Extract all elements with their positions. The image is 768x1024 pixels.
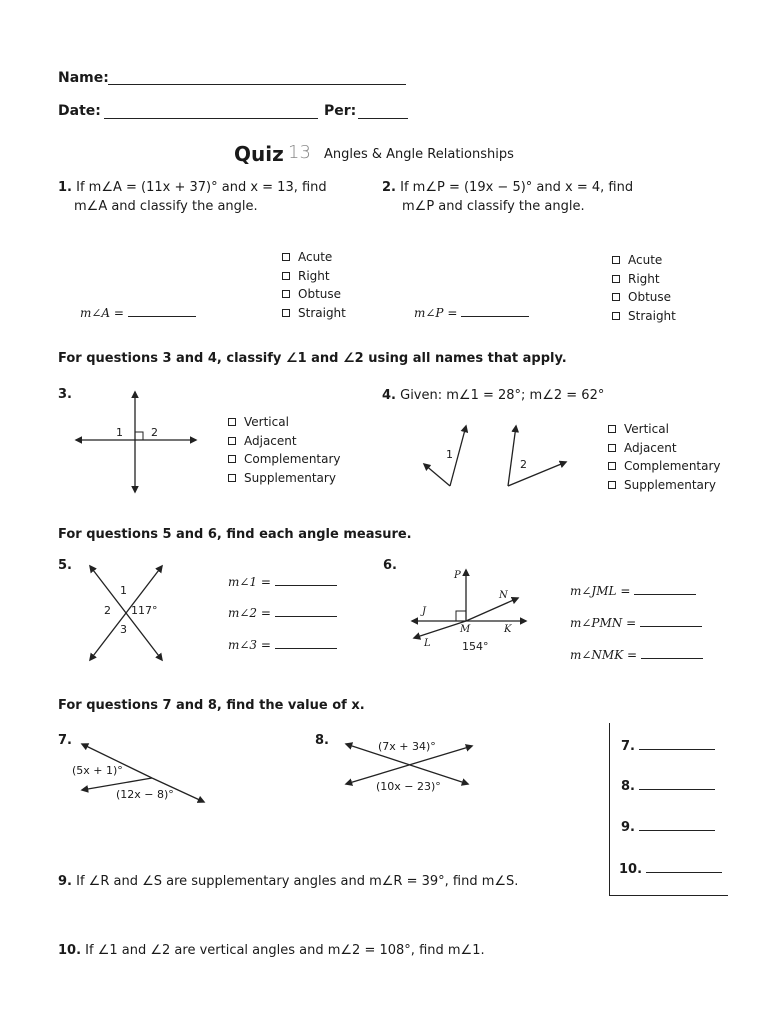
q6-answer-1: m∠JML = [570,582,696,598]
question-5-number: 5. [58,558,72,573]
question-1-line1: If m∠A = (11x + 37)° and x = 13, find [76,180,327,195]
q6-answer-3: m∠NMK = [570,646,703,662]
q6-point-m: M [460,624,471,635]
question-9-text: If ∠R and ∠S are supplementary angles and m∠R = 39°, find m∠S. [76,874,519,889]
q2-answer-label: m∠P = [414,306,458,320]
q4-label-2: 2 [520,458,527,471]
checkbox-icon [228,474,236,482]
q4-diagram [418,420,578,495]
question-9 [58,874,518,889]
q5-answer-1-blank[interactable] [275,573,337,586]
q6-answer-2: m∠PMN = [570,614,702,630]
checkbox-icon [228,418,236,426]
q6-point-j: J [422,606,427,617]
checkbox-icon [608,425,616,433]
checkbox-icon [228,437,236,445]
question-9-number: 9. [58,874,72,889]
q2-answer [414,304,529,320]
question-10-text: If ∠1 and ∠2 are vertical angles and m∠2 = 108°, find m∠1. [85,943,485,958]
q2-option-obtuse[interactable]: Obtuse [612,288,676,307]
q6-answer-2-blank[interactable] [640,614,702,627]
question-2-line1: If m∠P = (19x − 5)° and x = 4, find [400,180,634,195]
q4-option-complementary[interactable]: Complementary [608,457,721,476]
q5-label-3: 3 [120,623,127,636]
q4-angle2-ray-a [508,426,516,486]
q4-angle2-ray-b [508,462,566,486]
q6-point-n: N [499,590,508,601]
checkbox-icon [608,462,616,470]
q8-expression-2: (10x − 23)° [376,780,441,793]
q5-answer-2-blank[interactable] [275,604,337,617]
q2-classify-options [612,251,676,325]
q3-pair-options [228,413,341,487]
answer-10-blank[interactable] [646,860,722,873]
q7-expression-1: (5x + 1)° [72,764,123,777]
answer-10: 10. [619,860,722,877]
question-10-number: 10. [58,943,82,958]
q5-answer-1: m∠1 = [228,573,337,589]
q2-option-right[interactable]: Right [612,270,676,289]
question-4-given: Given: m∠1 = 28°; m∠2 = 62° [400,388,605,403]
question-2-line2: m∠P and classify the angle. [402,199,585,214]
answer-7-blank[interactable] [639,737,715,750]
q3-option-supplementary[interactable]: Supplementary [228,469,341,488]
checkbox-icon [612,293,620,301]
q6-point-k: K [504,624,512,635]
checkbox-icon [612,256,620,264]
q3-option-vertical[interactable]: Vertical [228,413,341,432]
checkbox-icon [612,312,620,320]
question-1 [58,178,327,216]
q3-label-2: 2 [151,426,158,439]
question-1-number: 1. [58,180,72,195]
q2-answer-blank[interactable] [461,304,529,317]
q1-option-straight[interactable]: Straight [282,304,346,323]
q5-answer-3-blank[interactable] [275,636,337,649]
q1-answer-blank[interactable] [128,304,196,317]
checkbox-icon [612,275,620,283]
section-5-6-instructions: For questions 5 and 6, find each angle measure. [58,527,412,542]
question-4-number: 4. [382,388,396,403]
question-4 [382,388,604,403]
q5-answer-3: m∠3 = [228,636,337,652]
q2-option-acute[interactable]: Acute [612,251,676,270]
question-8-number: 8. [315,733,329,748]
checkbox-icon [282,290,290,298]
q6-point-l: L [424,638,431,649]
q6-angle-value: 154° [462,640,489,653]
checkbox-icon [282,272,290,280]
q3-diagram [70,388,200,498]
q5-answer-2: m∠2 = [228,604,337,620]
section-3-4-instructions: For questions 3 and 4, classify ∠1 and ∠2 using all names that apply. [58,351,567,366]
q1-option-right[interactable]: Right [282,267,346,286]
answer-8: 8. [621,777,715,794]
answer-8-blank[interactable] [639,777,715,790]
period-label: Per: [324,103,357,119]
checkbox-icon [608,481,616,489]
q7-expression-2: (12x − 8)° [116,788,174,801]
checkbox-icon [608,444,616,452]
q3-label-1: 1 [116,426,123,439]
q3-right-angle-mark [135,432,143,440]
question-1-line2: m∠A and classify the angle. [74,199,258,214]
quiz-number: 13 [288,142,311,163]
section-7-8-instructions: For questions 7 and 8, find the value of x. [58,698,365,713]
quiz-title: Quiz [234,142,284,166]
date-field[interactable] [104,118,318,119]
date-label: Date: [58,103,101,119]
name-field[interactable] [108,84,406,85]
q6-point-p: P [454,570,461,581]
q1-answer [80,304,196,320]
q5-label-1: 1 [120,584,127,597]
q4-option-vertical[interactable]: Vertical [608,420,721,439]
q1-option-acute[interactable]: Acute [282,248,346,267]
q4-angle1-ray-b [424,464,450,486]
checkbox-icon [282,253,290,261]
question-2-number: 2. [382,180,396,195]
q5-label-2: 2 [104,604,111,617]
q4-label-1: 1 [446,448,453,461]
question-2 [382,178,633,216]
q5-angle-value: 117° [131,604,158,617]
quiz-subtitle: Angles & Angle Relationships [324,147,514,162]
q1-classify-options [282,248,346,322]
answer-7: 7. [621,737,715,754]
checkbox-icon [282,309,290,317]
q8-expression-1: (7x + 34)° [378,740,436,753]
q4-option-supplementary[interactable]: Supplementary [608,476,721,495]
q2-option-straight[interactable]: Straight [612,307,676,326]
q6-right-angle-mark [456,611,466,621]
q6-answer-1-blank[interactable] [634,582,696,595]
q4-option-adjacent[interactable]: Adjacent [608,439,721,458]
q6-ray-ml [414,621,466,638]
name-label: Name: [58,70,109,86]
q4-pair-options [608,420,721,494]
period-field[interactable] [358,118,408,119]
checkbox-icon [228,455,236,463]
question-3-number: 3. [58,387,72,402]
q1-answer-label: m∠A = [80,306,124,320]
question-7-number: 7. [58,733,72,748]
q6-answer-3-blank[interactable] [641,646,703,659]
question-6-number: 6. [383,558,397,573]
q3-option-complementary[interactable]: Complementary [228,450,341,469]
answer-9: 9. [621,818,715,835]
q1-option-obtuse[interactable]: Obtuse [282,285,346,304]
q6-ray-mn [466,598,518,621]
answer-9-blank[interactable] [639,818,715,831]
q3-option-adjacent[interactable]: Adjacent [228,432,341,451]
question-10 [58,943,485,958]
